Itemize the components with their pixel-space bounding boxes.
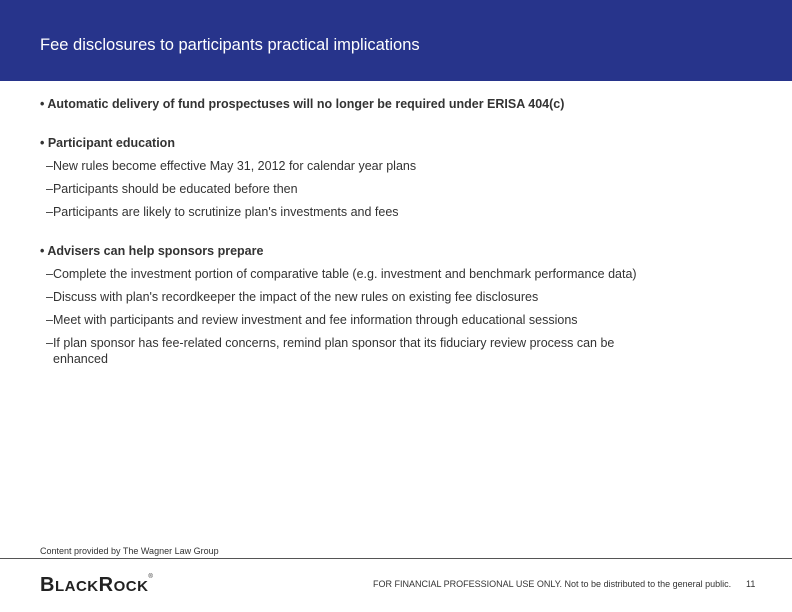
sub-bullet: –Meet with participants and review investment and fee information through educational sessions (46, 313, 578, 327)
sub-bullet: –Complete the investment portion of comparative table (e.g. investment and benchmark performance data) (46, 267, 637, 281)
bullet: • Advisers can help sponsors prepare (40, 244, 264, 258)
sub-bullet: –Discuss with plan's recordkeeper the impact of the new rules on existing fee disclosures (46, 290, 539, 304)
sub-bullet: –Participants are likely to scrutinize plan's investments and fees (46, 205, 399, 219)
page-title: Fee disclosures to participants practical implications (40, 36, 420, 54)
slide-content (40, 96, 760, 367)
title-bar (0, 0, 792, 81)
disclaimer: FOR FINANCIAL PROFESSIONAL USE ONLY. Not to be distributed to the general public. (373, 579, 732, 589)
sub-bullet: –If plan sponsor has fee-related concerns, remind plan sponsor that its fiduciary review process can be (46, 336, 615, 350)
blackrock-logo: BLACKROCK® (40, 574, 154, 596)
sub-bullet: –New rules become effective May 31, 2012 for calendar year plans (46, 159, 417, 173)
footer-divider (0, 558, 792, 559)
sub-bullet-continuation: enhanced (53, 352, 108, 366)
content-credit: Content provided by The Wagner Law Group (40, 546, 219, 556)
bullet: • Automatic delivery of fund prospectuses will no longer be required under ERISA 404(c) (40, 97, 565, 111)
bullet: • Participant education (40, 136, 175, 150)
page-number: 11 (746, 579, 756, 589)
sub-bullet: –Participants should be educated before then (46, 182, 298, 196)
